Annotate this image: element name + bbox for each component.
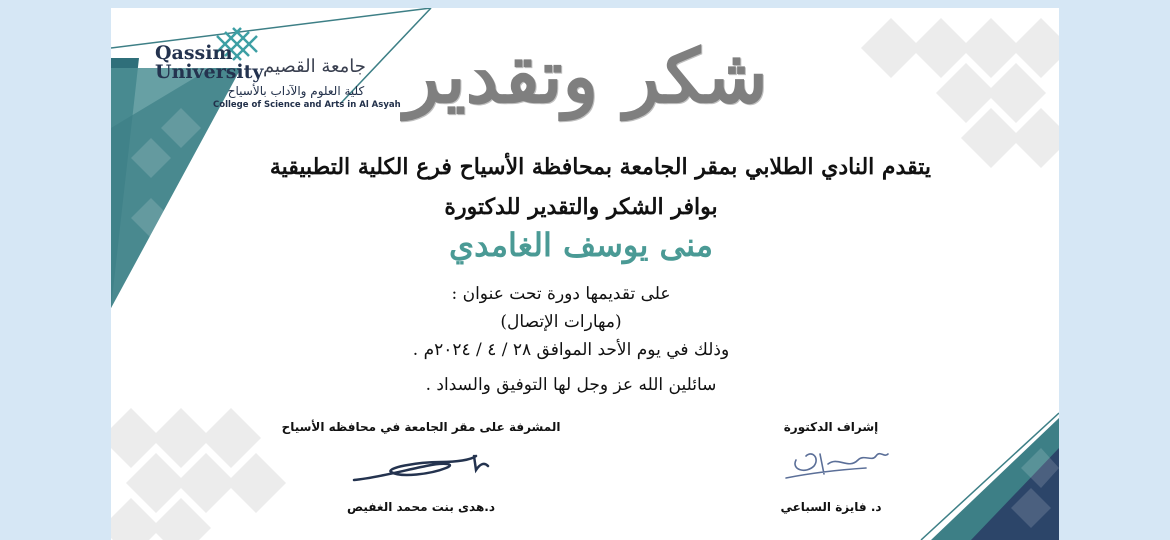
right-signatory-name: د. فايزة السباعي [780, 500, 882, 514]
certificate [111, 8, 1059, 540]
certificate-title: شكر وتقدير [404, 34, 768, 120]
college-english-name: College of Science and Arts in Al Asyah [213, 100, 401, 110]
decor-gray-diamonds-bottom-left [111, 408, 286, 540]
college-arabic-name: كلية العلوم والآداب بالأسياح [227, 84, 365, 98]
recipient-name: منى يوسف الغامدي [449, 226, 713, 264]
left-signatory-name: د.هدى بنت محمد الغفيص [347, 500, 495, 514]
intro-line-2: بوافر الشكر والتقدير للدكتورة [444, 194, 718, 220]
intro-line-1: يتقدم النادي الطلابي بمقر الجامعة بمحافظة الأسياح فرع الكلية التطبيقية [269, 154, 931, 180]
left-signatory-label: المشرفة على مقر الجامعة في محافظه الأسياح [281, 420, 561, 434]
course-title: (مهارات الإتصال) [500, 312, 622, 332]
body-line-1: على تقديمها دورة تحت عنوان : [451, 284, 671, 304]
logo-english-name: Qassim University [155, 42, 264, 83]
right-signatory-label: إشراف الدكتورة [783, 420, 879, 434]
university-logo [151, 22, 401, 117]
decor-gray-diamonds-top-right [861, 18, 1059, 168]
closing-line: سائلين الله عز وجل لها التوفيق والسداد . [425, 375, 717, 395]
date-line: وذلك في يوم الأحد الموافق ٢٨ / ٤ / ٢٠٢٤م . [412, 340, 730, 360]
logo-arabic-name: جامعة القصيم [263, 56, 366, 77]
left-signature-icon [346, 448, 496, 488]
right-signature-icon [776, 440, 896, 485]
